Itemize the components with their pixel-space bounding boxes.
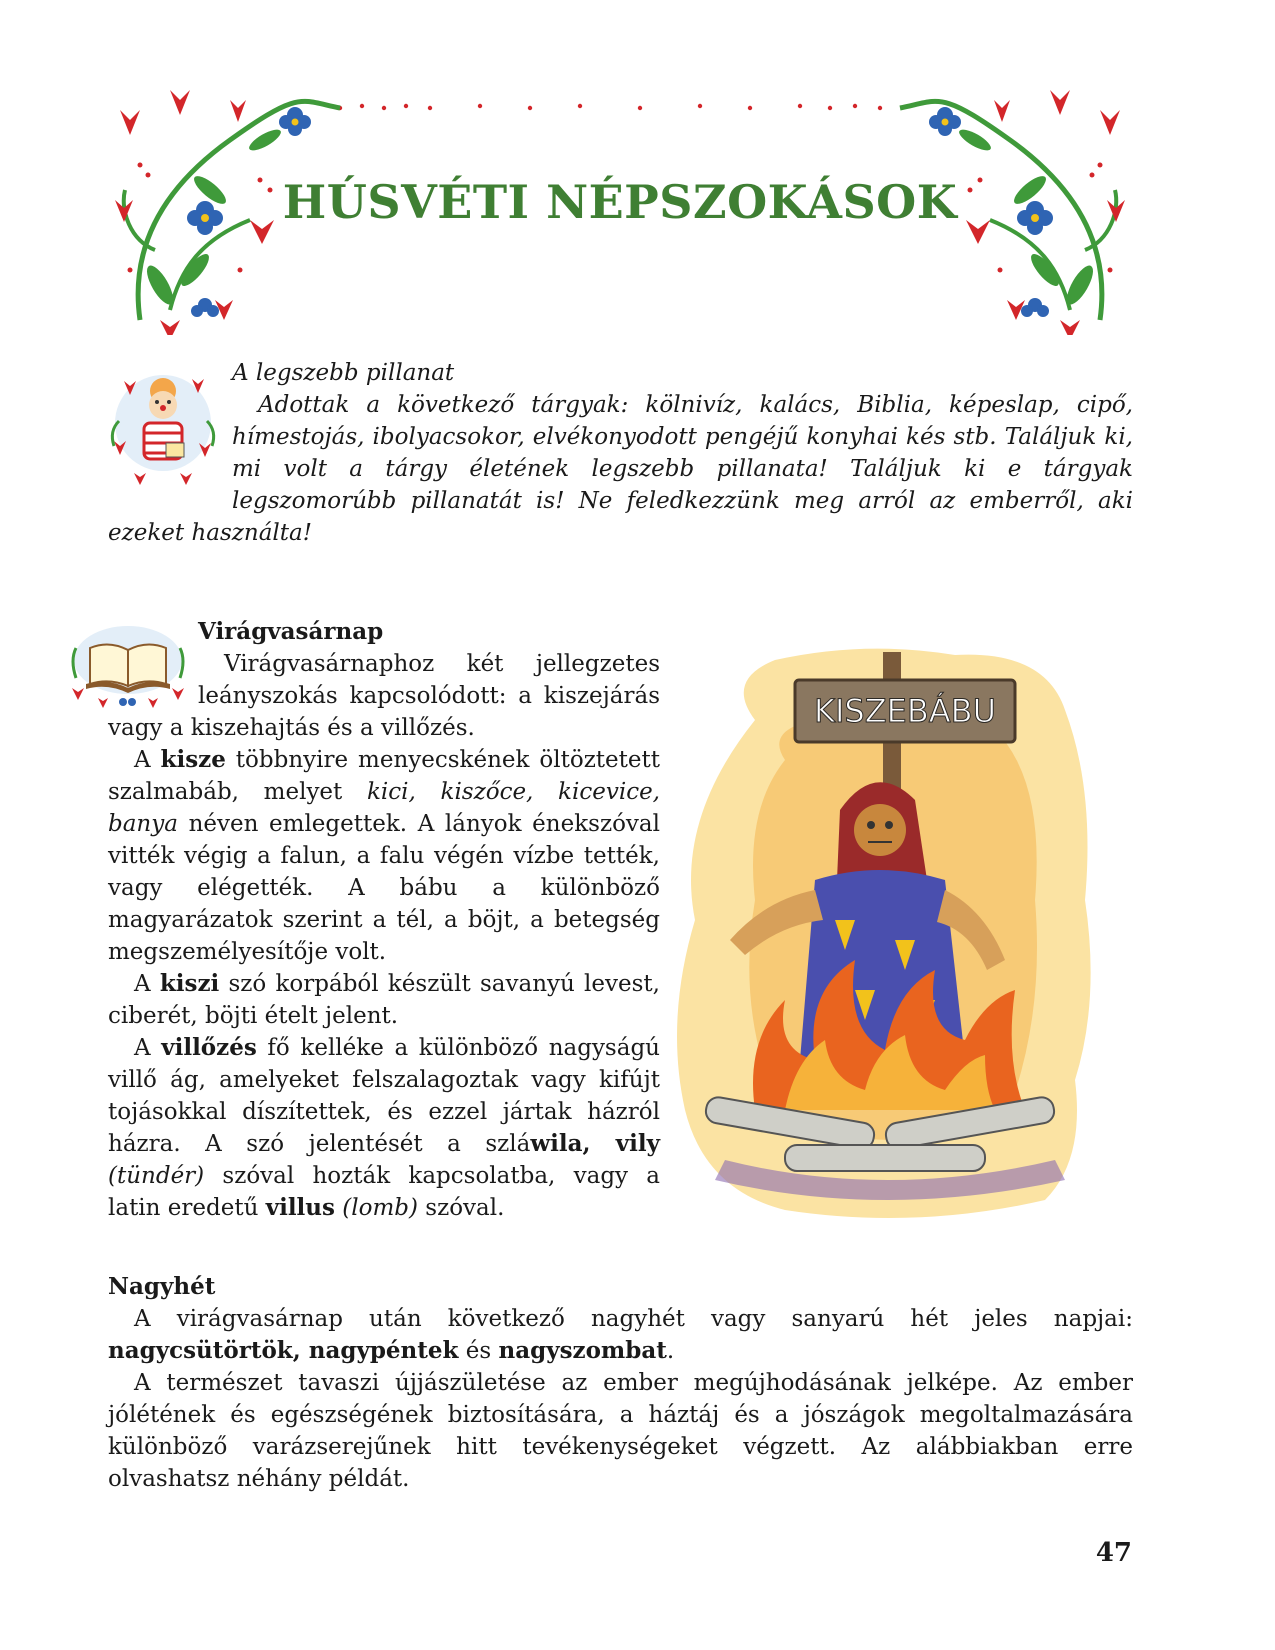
term-wila-vily: wila, vily <box>530 1130 660 1157</box>
section-legszebb-pillanat <box>108 357 1133 549</box>
open-book-icon <box>68 618 188 708</box>
text-span: szóval. <box>417 1195 505 1221</box>
italic-names: kici, kiszőce, kicevice, banya <box>108 779 660 837</box>
term-villozes: villőzés <box>161 1034 257 1061</box>
term-kiszi: kiszi <box>159 970 220 997</box>
term-villus: villus <box>265 1194 335 1221</box>
paragraph: A természet tavaszi újjászületése az ember megújhodásának jelképe. Az ember jólétének és egészségének biztosítására, a háztáj és a jószágok megoltalmazására különböző varázserejűnek hitt tevékenységeket végzett. Az alábbiakban erre olvashatsz néhány példát. <box>108 1370 1133 1492</box>
text-span: fő kelléke a különböző nagyságú villő ág, amelyeket felszalagoztak vagy kifújt tojásokkal díszítettek, és ezzel jártak házról házra. A szó jelentését a szlá <box>108 1035 660 1157</box>
text-span: többnyire menyecskének öltöztetett szalmabáb, melyet <box>108 747 661 805</box>
term-days: nagycsütörtök, nagypéntek <box>108 1337 459 1364</box>
paragraph <box>108 968 660 1032</box>
section-nagyhet <box>108 1271 1133 1495</box>
page-title: HÚSVÉTI NÉPSZOKÁSOK <box>282 175 958 229</box>
paragraph <box>108 744 660 968</box>
section-viragvasarnap <box>108 616 660 1224</box>
text-span: néven emlegettek. A lányok énekszóval vitték végig a falun, a falu végén vízbe tették, vagy elégették. A bábu a különböző magyarázatok szerint a tél, a böjt, a betegség megszemélyesítője volt. <box>108 811 660 965</box>
paragraph <box>108 1303 1133 1367</box>
section-body: Adottak a következő tárgyak: kölnivíz, kalács, Biblia, képeslap, cipő, hímestojás, ibolyacsokor, elvékonyodott pengéjű konyhai kés stb. Találjuk ki, mi volt a tárgy életének legszebb pillanata! Találjuk ki e tárgyak legszomorúbb pillanatát is! Ne feledkezzünk meg arról az emberről, aki ezeket használta! <box>108 392 1133 546</box>
paragraph <box>108 1032 660 1224</box>
text-span: A virágvasárnap után következő nagyhét vagy sanyarú hét jeles napjai: <box>134 1306 1133 1332</box>
text-span: A <box>134 971 160 997</box>
text-span: és <box>458 1338 499 1364</box>
section-heading: Nagyhét <box>108 1273 216 1300</box>
clown-icon <box>104 361 222 489</box>
section-heading: A legszebb pillanat <box>232 360 455 386</box>
text-span: A <box>134 1035 162 1061</box>
italic-gloss: (tündér) <box>108 1163 205 1189</box>
italic-gloss: (lomb) <box>342 1195 418 1221</box>
header-banner <box>100 70 1140 335</box>
term-kisze: kisze <box>160 746 226 773</box>
page-number: 47 <box>1095 1538 1132 1568</box>
text-span: szó korpából készült savanyú levest, ciberét, böjti ételt jelent. <box>108 971 660 1029</box>
section-heading: Virágvasárnap <box>198 618 384 645</box>
text-span: . <box>666 1338 675 1364</box>
kiszebabu-illustration <box>665 640 1105 1230</box>
paragraph: Virágvasárnaphoz két jellegzetes leányszokás kapcsolódott: a kiszejárás vagy a kiszehajtás és a villőzés. <box>108 651 660 741</box>
text-span: A <box>134 747 161 773</box>
text-span: szóval hozták kapcsolatba, vagy a latin eredetű <box>108 1163 660 1221</box>
term-nagyszombat: nagyszombat <box>498 1337 667 1364</box>
sign-text: KISZEBÁBU <box>813 692 997 730</box>
